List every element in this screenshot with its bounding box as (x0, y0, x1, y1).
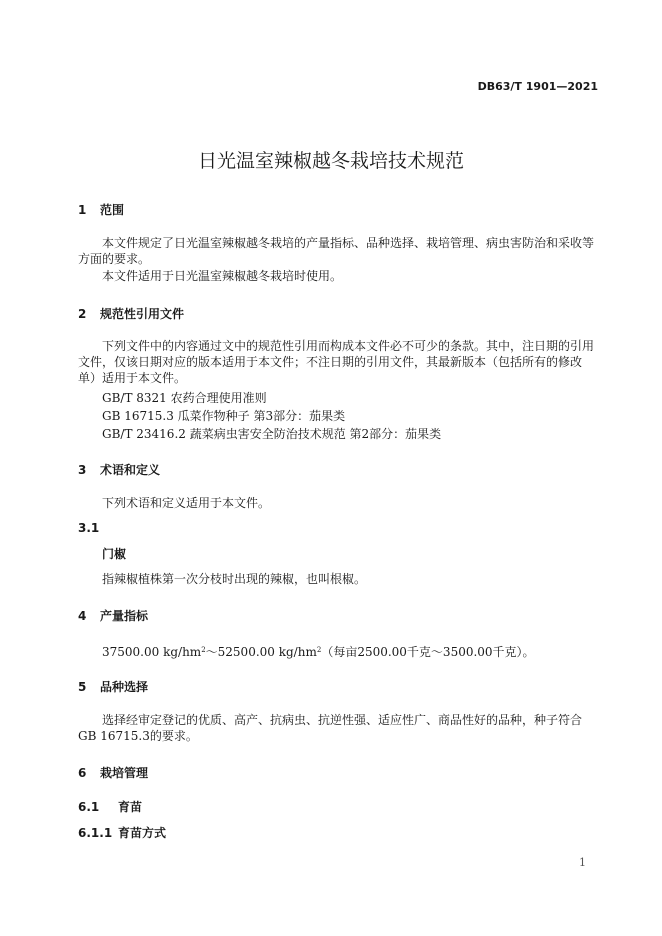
section-title: 品种选择 (100, 680, 149, 694)
superscript: 2 (201, 646, 206, 654)
subsection-number: 6.1 (78, 800, 100, 814)
reference-item: GB 16715.3 瓜菜作物种子 第3部分：茄果类 (102, 409, 346, 423)
yield-range-start: 37500.00 kg/hm (102, 645, 202, 659)
page-number: 1 (579, 856, 586, 869)
section-number: 5 (78, 680, 87, 694)
term-definition: 指辣椒植株第一次分枝时出现的辣椒，也叫根椒。 (102, 572, 367, 586)
yield-index-paragraph (102, 642, 535, 660)
section-5-paragraph-1: 选择经审定登记的优质、高产、抗病虫、抗逆性强、适应性广、商品性好的品种，种子符合GB 16715.3的要求。 (78, 713, 583, 743)
reference-item: GB/T 23416.2 蔬菜病虫害安全防治技术规范 第2部分：茄果类 (102, 427, 442, 441)
subsection-title: 育苗 (118, 800, 143, 814)
section-1-heading (78, 201, 124, 218)
yield-range-end: ～52500.00 kg/hm (205, 645, 317, 659)
section-1-paragraph-2: 本文件适用于日光温室辣椒越冬栽培时使用。 (102, 269, 343, 283)
section-number: 6 (78, 766, 87, 780)
section-title: 栽培管理 (100, 766, 149, 780)
section-number: 4 (78, 609, 87, 623)
yield-per-mu: （每亩2500.00千克～3500.00千克）。 (321, 645, 535, 659)
section-number: 2 (78, 307, 87, 321)
section-3-heading (78, 461, 160, 478)
section-2-paragraph-1: 下列文件中的内容通过文中的规范性引用而构成本文件必不可少的条款。其中，注日期的引用文件，仅该日期对应的版本适用于本文件；不注日期的引用文件，其最新版本（包括所有的修改单）适用于本文件。 (78, 339, 595, 385)
section-title: 范围 (100, 203, 125, 217)
superscript: 2 (316, 646, 322, 654)
section-title: 术语和定义 (100, 463, 161, 477)
section-6-heading (78, 764, 148, 781)
section-2-heading (78, 305, 184, 322)
section-1-paragraph-1: 本文件规定了日光温室辣椒越冬栽培的产量指标、品种选择、栽培管理、病虫害防治和采收等方面的要求。 (78, 236, 595, 266)
section-4-heading (78, 607, 148, 624)
subsection-number: 6.1.1 (78, 826, 113, 840)
section-3-paragraph-1: 下列术语和定义适用于本文件。 (102, 496, 271, 510)
document-code: DB63/T 1901—2021 (477, 80, 598, 93)
term-name: 门椒 (102, 547, 127, 561)
section-5-heading (78, 678, 148, 695)
section-title: 产量指标 (100, 609, 149, 623)
document-title: 日光温室辣椒越冬栽培技术规范 (197, 150, 464, 172)
section-number: 3 (78, 463, 87, 477)
reference-item: GB/T 8321 农药合理使用准则 (102, 391, 267, 405)
subsection-6-1-heading (78, 798, 142, 815)
subsection-title: 育苗方式 (118, 826, 167, 840)
section-title: 规范性引用文件 (100, 307, 185, 321)
term-number: 3.1 (78, 521, 100, 535)
section-number: 1 (78, 203, 87, 217)
subsection-6-1-1-heading (78, 824, 166, 841)
